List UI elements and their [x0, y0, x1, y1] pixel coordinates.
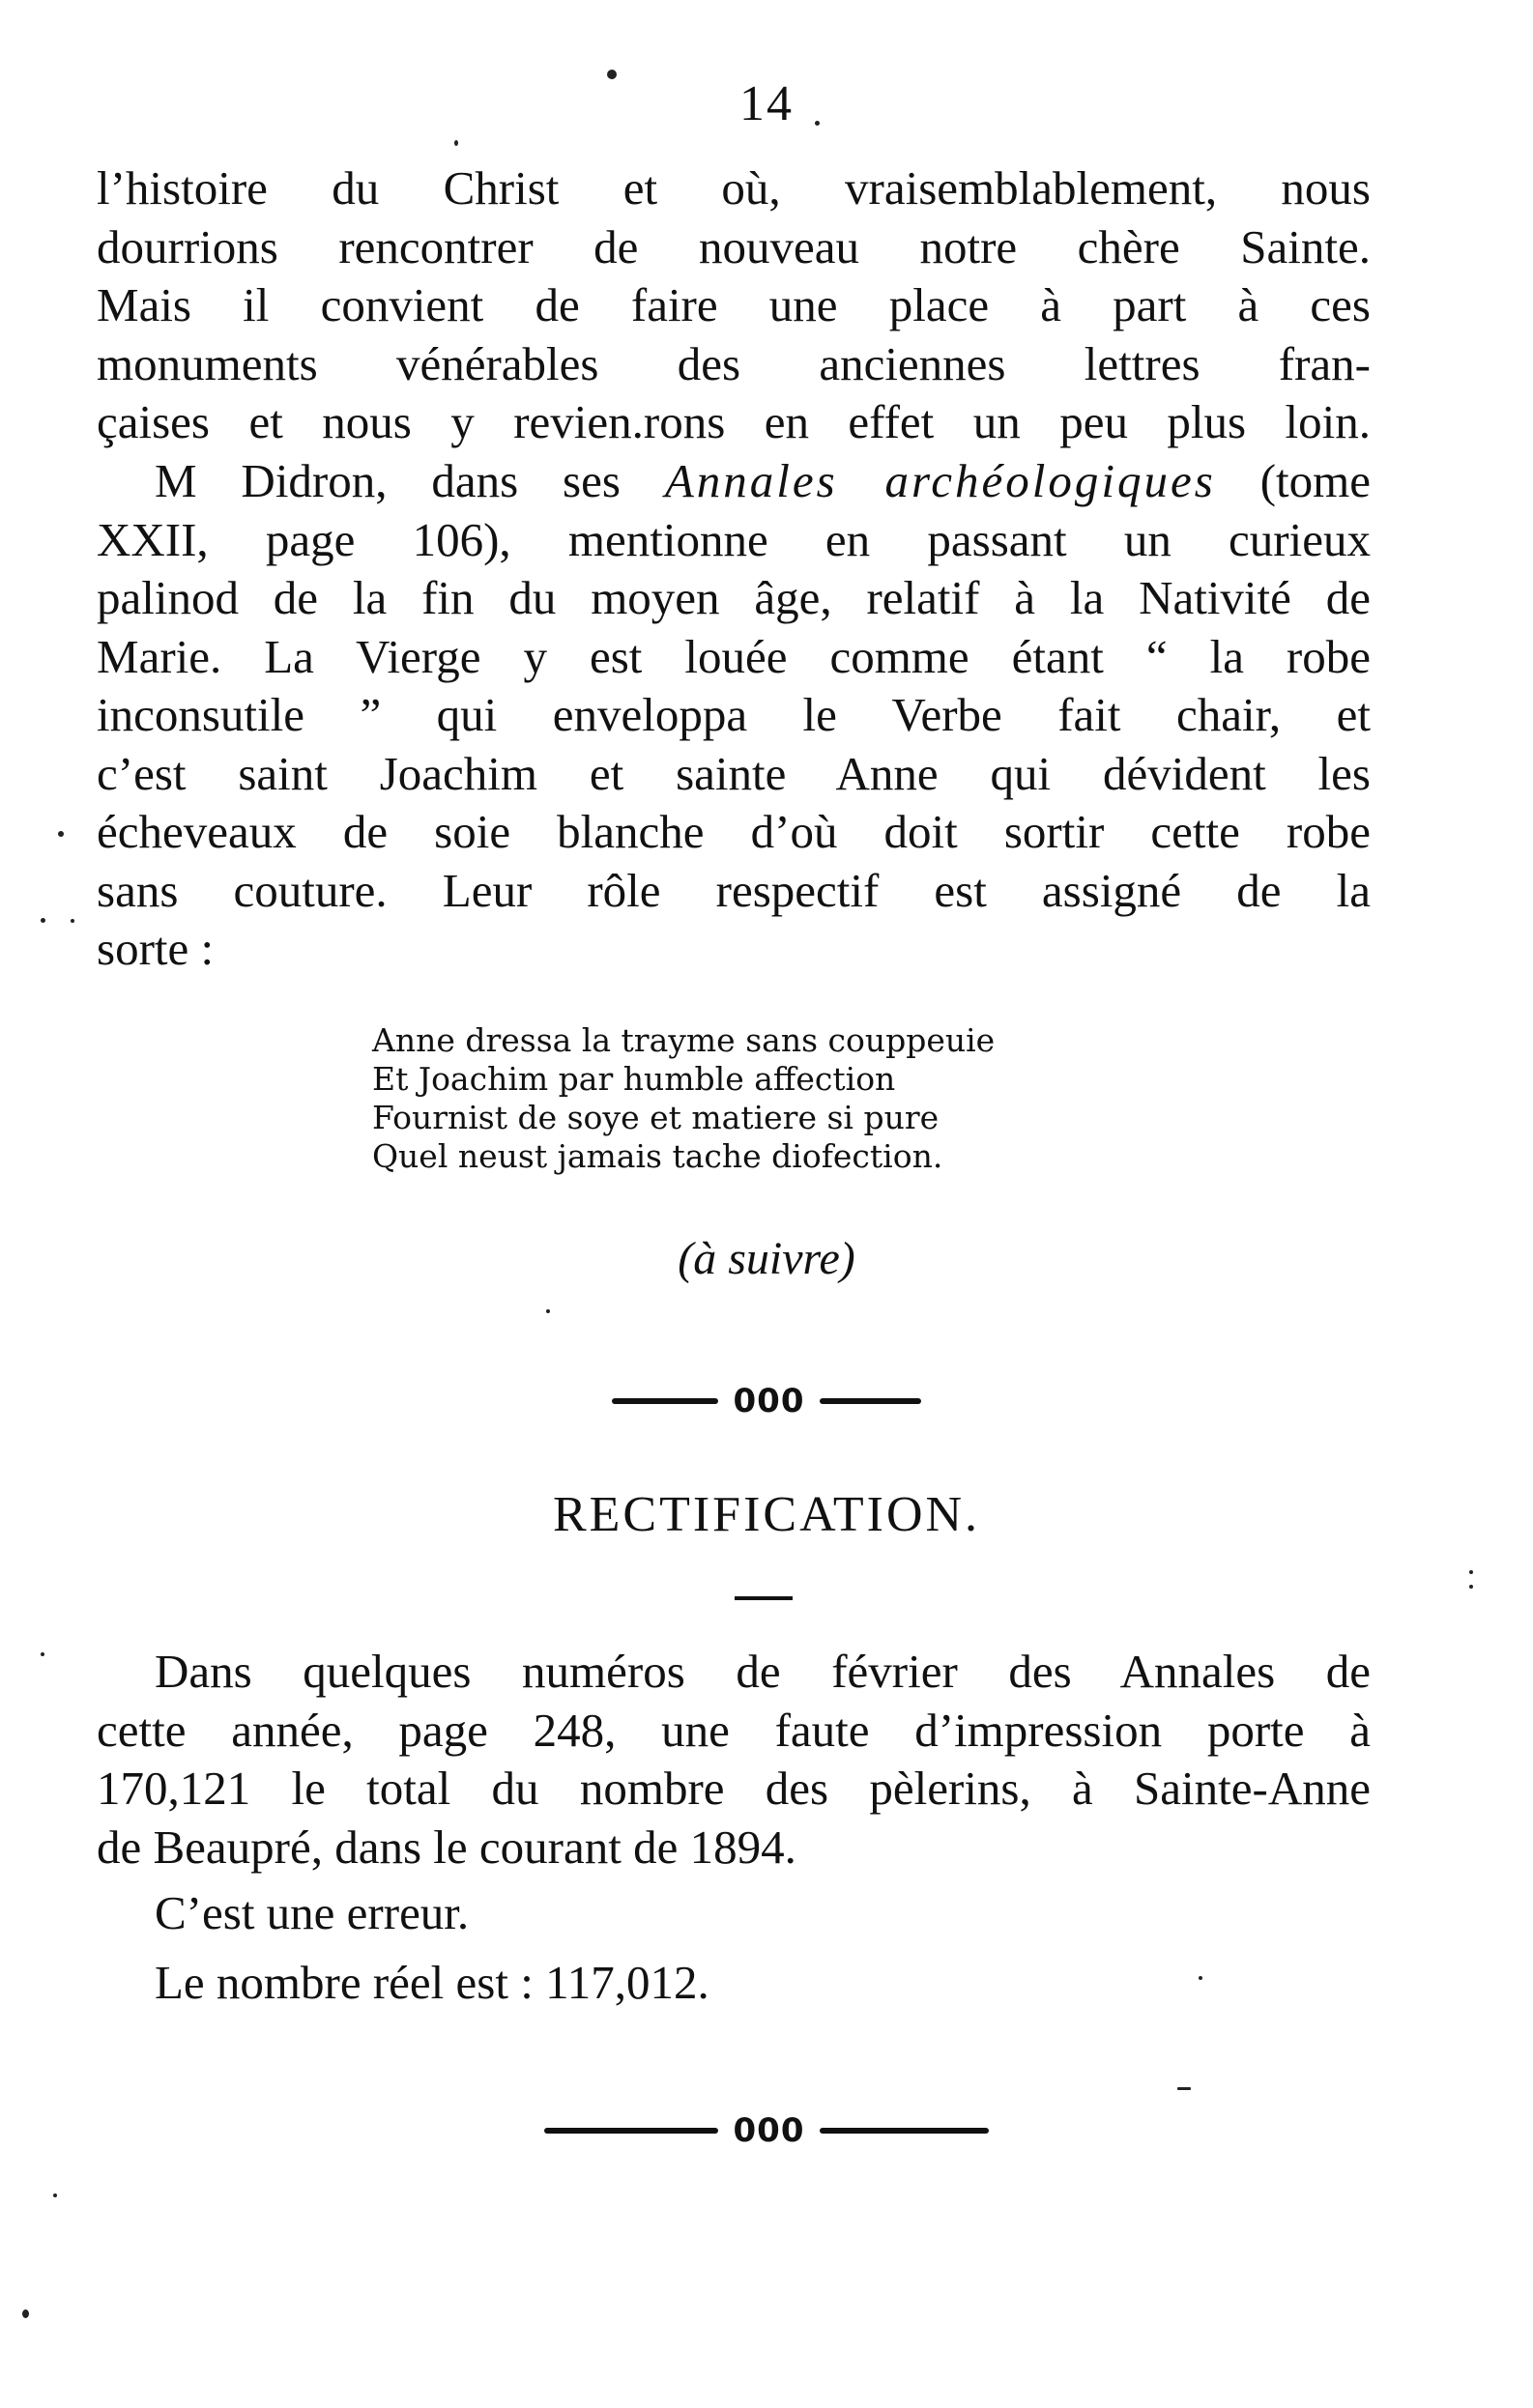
- rectification-paragraph: [97, 1643, 1371, 1877]
- paragraph-after-title: (tome: [1259, 454, 1372, 507]
- text-line: sorte :: [97, 922, 215, 975]
- didron-paragraph: [97, 452, 1371, 979]
- ornament-rule-right: [820, 1398, 921, 1404]
- ink-speck: [1469, 1570, 1473, 1574]
- text-line: XXII, page 106), mentionne en passant un curieux: [97, 512, 1371, 566]
- text-line: inconsutile ” qui enveloppa le Verbe fait chair, et: [97, 688, 1371, 741]
- ink-speck: [607, 70, 617, 79]
- ink-speck: [41, 1652, 44, 1656]
- continued-paragraph: [97, 159, 1371, 452]
- paragraph-lead: M Didron, dans ses: [155, 454, 621, 507]
- verse-line: Quel neust jamais tache diofection.: [372, 1137, 943, 1175]
- ornament-rule-right: [820, 2128, 989, 2134]
- ornament-mark: 000: [733, 1382, 805, 1420]
- ink-speck: [815, 121, 820, 126]
- text-line: çaises et nous y revien.rons en effet un peu plus loin.: [97, 395, 1371, 448]
- text-line: l’histoire du Christ et où, vraisemblablement, nous: [97, 161, 1371, 215]
- text-line: C’est une erreur.: [155, 1886, 470, 1939]
- section-heading: RECTIFICATION.: [552, 1487, 981, 1542]
- ink-speck: [58, 831, 64, 837]
- text-line: de Beaupré, dans le courant de 1894.: [97, 1820, 796, 1874]
- ink-speck: [546, 1309, 550, 1313]
- text-line: sans couture. Leur rôle respectif est assigné de la: [97, 863, 1371, 917]
- ink-speck: [71, 919, 74, 923]
- continuation-note: (à suivre): [678, 1233, 855, 1284]
- verse-quotation: [372, 1021, 995, 1176]
- text-line: monuments vénérables des anciennes lettres fran-: [97, 336, 1371, 390]
- ornament-mark: 000: [733, 2111, 805, 2150]
- text-line: écheveaux de soie blanche d’où doit sortir cette robe: [97, 805, 1371, 858]
- text-line: Marie. La Vierge y est louée comme étant “ la robe: [97, 629, 1371, 683]
- rectification-real-line: [97, 1954, 1371, 2013]
- ink-speck: [22, 2309, 29, 2318]
- ink-speck: [1469, 1585, 1473, 1589]
- text-line: palinod de la fin du moyen âge, relatif à la Nativité de: [97, 571, 1371, 624]
- ink-speck: [454, 140, 458, 146]
- verse-line: Fournist de soye et matiere si pure: [372, 1099, 940, 1136]
- text-line: c’est saint Joachim et sainte Anne qui dévident les: [97, 746, 1371, 800]
- verse-line: Anne dressa la trayme sans couppeuie: [372, 1021, 996, 1059]
- text-line: Mais il convient de faire une place à part à ces: [97, 278, 1371, 331]
- book-title: Annales archéologiques: [664, 454, 1216, 507]
- ornament-rule-left: [544, 2128, 718, 2134]
- section-ornament: [0, 1382, 1533, 1420]
- end-ornament: [0, 2111, 1533, 2150]
- verse-line: Et Joachim par humble affection: [372, 1060, 896, 1098]
- text-line: dourrions rencontrer de nouveau notre chère Sainte.: [97, 219, 1371, 273]
- text-line: Le nombre réel est : 117,012.: [155, 1956, 709, 2009]
- text-line: Dans quelques numéros de février des Annales de: [155, 1645, 1371, 1698]
- text-line-first: [97, 452, 1371, 511]
- ink-speck: [1177, 2087, 1191, 2090]
- ink-speck: [1199, 1976, 1202, 1980]
- ornament-rule-left: [612, 1398, 718, 1404]
- ink-speck: [41, 918, 45, 923]
- text-line: 170,121 le total du nombre des pèlerins, à Sainte-Anne: [97, 1762, 1371, 1815]
- text-line: cette année, page 248, une faute d’impression porte à: [97, 1703, 1371, 1757]
- rectification-error-line: [97, 1884, 1371, 1943]
- page-number: 14: [739, 76, 794, 131]
- heading-rule: [735, 1596, 793, 1600]
- ink-speck: [53, 2193, 57, 2197]
